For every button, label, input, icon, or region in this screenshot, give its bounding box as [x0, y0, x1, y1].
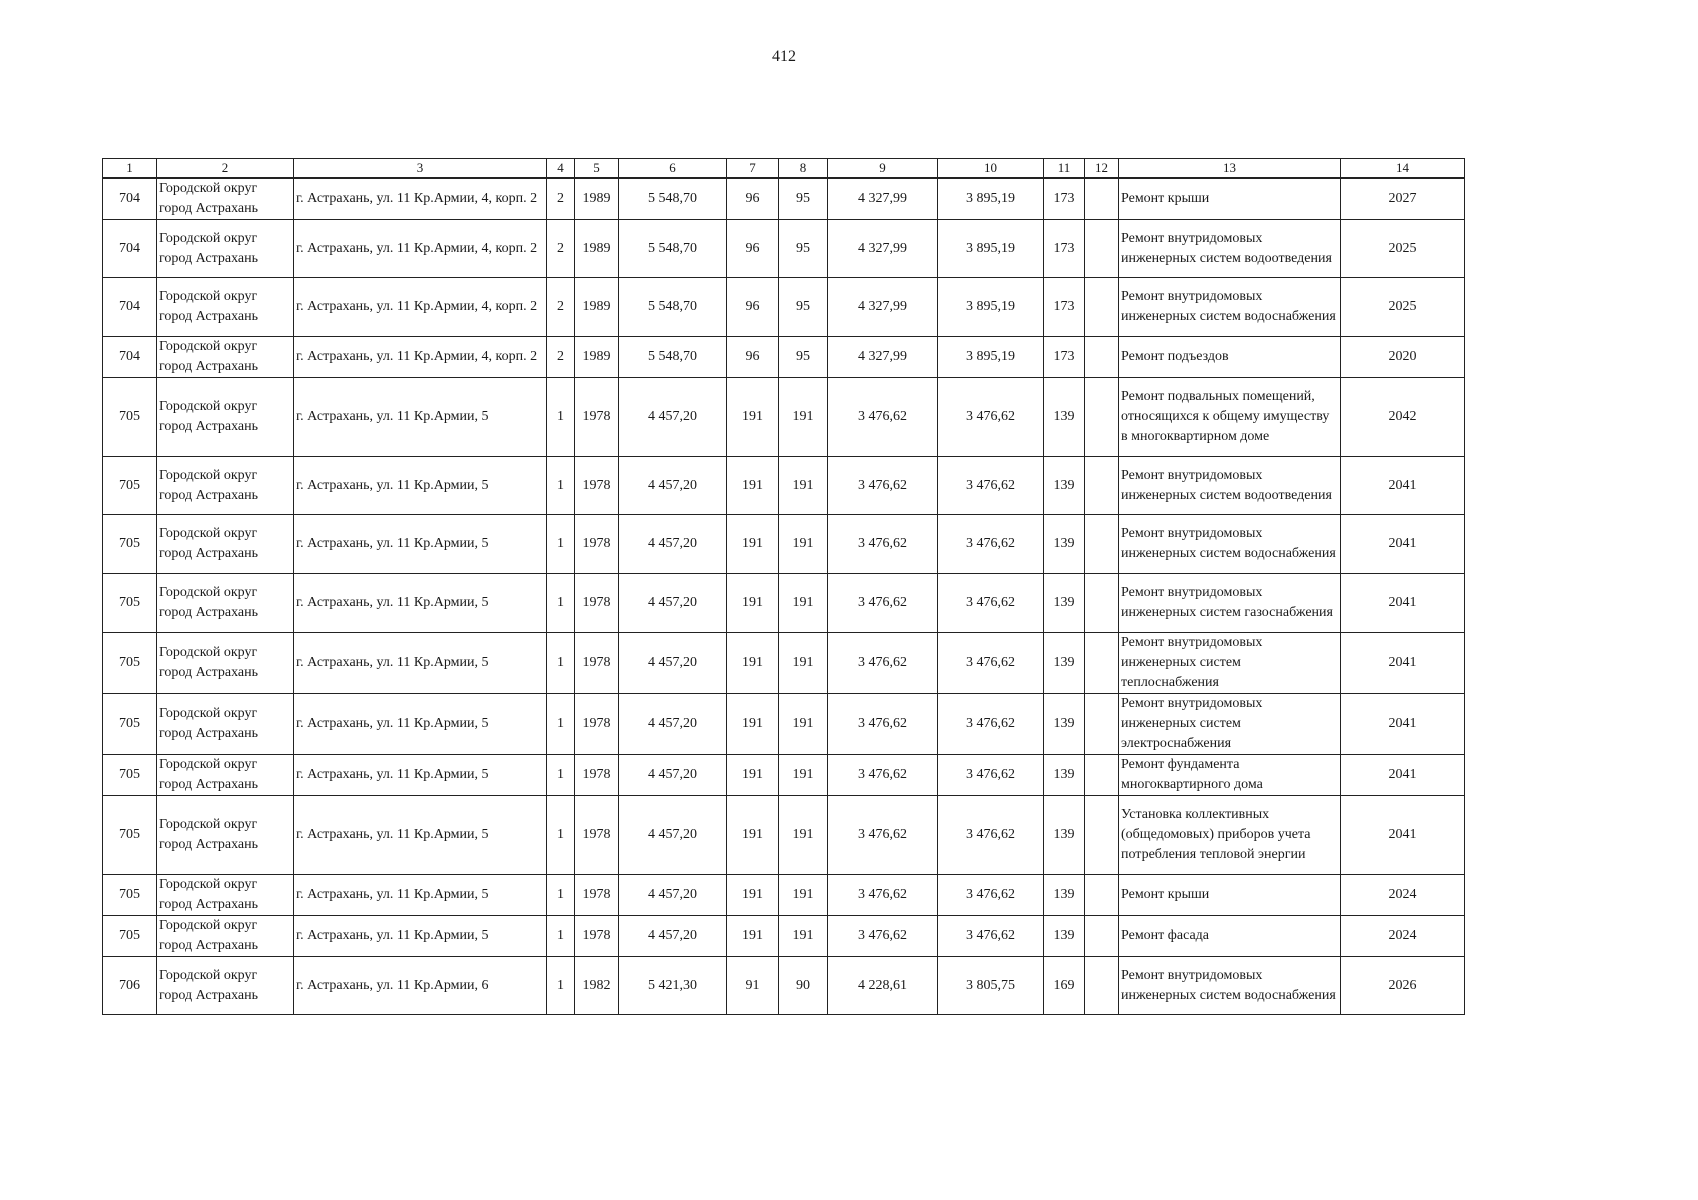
address-cell: г. Астрахань, ул. 11 Кр.Армии, 5: [294, 694, 547, 755]
col7-cell: 191: [727, 378, 779, 457]
col4-cell: 1: [547, 574, 575, 633]
column-header: 12: [1085, 159, 1119, 179]
work-type-cell: Ремонт внутридомовых инженерных систем водоснабжения: [1119, 957, 1341, 1015]
col7-cell: 91: [727, 957, 779, 1015]
col6-cell: 5 548,70: [619, 337, 727, 378]
col6-cell: 5 548,70: [619, 278, 727, 337]
work-type-cell: Ремонт крыши: [1119, 178, 1341, 220]
table-row: [103, 515, 1465, 574]
table-row: [103, 916, 1465, 957]
col9-cell: 4 327,99: [828, 278, 938, 337]
col12-cell: [1085, 515, 1119, 574]
col8-cell: 191: [779, 515, 828, 574]
col6-cell: 4 457,20: [619, 378, 727, 457]
col12-cell: [1085, 220, 1119, 278]
row-number-cell: 705: [103, 515, 157, 574]
address-cell: г. Астрахань, ул. 11 Кр.Армии, 5: [294, 796, 547, 875]
district-cell: Городской округ город Астрахань: [157, 875, 294, 916]
col8-cell: 191: [779, 755, 828, 796]
planned-year-cell: 2020: [1341, 337, 1465, 378]
col6-cell: 4 457,20: [619, 633, 727, 694]
column-header: 4: [547, 159, 575, 179]
year-cell: 1978: [575, 875, 619, 916]
address-cell: г. Астрахань, ул. 11 Кр.Армии, 5: [294, 633, 547, 694]
planned-year-cell: 2041: [1341, 796, 1465, 875]
col6-cell: 4 457,20: [619, 755, 727, 796]
year-cell: 1989: [575, 278, 619, 337]
col9-cell: 4 327,99: [828, 178, 938, 220]
row-number-cell: 704: [103, 278, 157, 337]
year-cell: 1978: [575, 457, 619, 515]
col6-cell: 4 457,20: [619, 457, 727, 515]
col4-cell: 1: [547, 796, 575, 875]
col10-cell: 3 476,62: [938, 755, 1044, 796]
col9-cell: 4 228,61: [828, 957, 938, 1015]
col11-cell: 139: [1044, 694, 1085, 755]
col6-cell: 4 457,20: [619, 916, 727, 957]
year-cell: 1978: [575, 633, 619, 694]
col10-cell: 3 476,62: [938, 875, 1044, 916]
row-number-cell: 704: [103, 220, 157, 278]
column-header: 10: [938, 159, 1044, 179]
year-cell: 1989: [575, 178, 619, 220]
col8-cell: 95: [779, 337, 828, 378]
year-cell: 1978: [575, 378, 619, 457]
col8-cell: 191: [779, 574, 828, 633]
col12-cell: [1085, 574, 1119, 633]
col11-cell: 173: [1044, 278, 1085, 337]
col4-cell: 1: [547, 694, 575, 755]
row-number-cell: 705: [103, 755, 157, 796]
col8-cell: 191: [779, 457, 828, 515]
planned-year-cell: 2041: [1341, 457, 1465, 515]
col11-cell: 139: [1044, 755, 1085, 796]
planned-year-cell: 2041: [1341, 755, 1465, 796]
row-number-cell: 704: [103, 178, 157, 220]
work-type-cell: Ремонт фундамента многоквартирного дома: [1119, 755, 1341, 796]
col9-cell: 3 476,62: [828, 378, 938, 457]
col8-cell: 191: [779, 694, 828, 755]
col9-cell: 3 476,62: [828, 457, 938, 515]
address-cell: г. Астрахань, ул. 11 Кр.Армии, 4, корп. 2: [294, 337, 547, 378]
column-header: 8: [779, 159, 828, 179]
col12-cell: [1085, 796, 1119, 875]
col4-cell: 2: [547, 337, 575, 378]
col9-cell: 3 476,62: [828, 515, 938, 574]
year-cell: 1978: [575, 515, 619, 574]
address-cell: г. Астрахань, ул. 11 Кр.Армии, 5: [294, 916, 547, 957]
work-type-cell: Ремонт внутридомовых инженерных систем водоотведения: [1119, 220, 1341, 278]
table-row: [103, 755, 1465, 796]
col4-cell: 1: [547, 916, 575, 957]
row-number-cell: 705: [103, 574, 157, 633]
district-cell: Городской округ город Астрахань: [157, 916, 294, 957]
col9-cell: 3 476,62: [828, 796, 938, 875]
col6-cell: 5 548,70: [619, 220, 727, 278]
work-type-cell: Ремонт внутридомовых инженерных систем теплоснабжения: [1119, 633, 1341, 694]
district-cell: Городской округ город Астрахань: [157, 457, 294, 515]
col8-cell: 191: [779, 916, 828, 957]
planned-year-cell: 2025: [1341, 278, 1465, 337]
work-type-cell: Ремонт внутридомовых инженерных систем водоснабжения: [1119, 515, 1341, 574]
col8-cell: 95: [779, 220, 828, 278]
table-row: [103, 378, 1465, 457]
year-cell: 1989: [575, 337, 619, 378]
col6-cell: 4 457,20: [619, 875, 727, 916]
capital-repair-table: [102, 158, 1465, 1015]
district-cell: Городской округ город Астрахань: [157, 796, 294, 875]
column-header: 9: [828, 159, 938, 179]
col9-cell: 3 476,62: [828, 755, 938, 796]
col11-cell: 139: [1044, 378, 1085, 457]
row-number-cell: 704: [103, 337, 157, 378]
column-number-row: [103, 159, 1465, 179]
address-cell: г. Астрахань, ул. 11 Кр.Армии, 5: [294, 378, 547, 457]
col12-cell: [1085, 875, 1119, 916]
col12-cell: [1085, 278, 1119, 337]
table-row: [103, 278, 1465, 337]
table-row: [103, 457, 1465, 515]
district-cell: Городской округ город Астрахань: [157, 755, 294, 796]
planned-year-cell: 2041: [1341, 633, 1465, 694]
column-header: 3: [294, 159, 547, 179]
col11-cell: 139: [1044, 796, 1085, 875]
col11-cell: 139: [1044, 875, 1085, 916]
col4-cell: 1: [547, 755, 575, 796]
col7-cell: 96: [727, 178, 779, 220]
year-cell: 1978: [575, 755, 619, 796]
table-body: [103, 178, 1465, 1015]
table-row: [103, 796, 1465, 875]
col12-cell: [1085, 916, 1119, 957]
work-type-cell: Ремонт подвальных помещений, относящихся к общему имуществу в многоквартирном доме: [1119, 378, 1341, 457]
row-number-cell: 705: [103, 694, 157, 755]
row-number-cell: 705: [103, 916, 157, 957]
district-cell: Городской округ город Астрахань: [157, 633, 294, 694]
col12-cell: [1085, 457, 1119, 515]
work-type-cell: Установка коллективных (общедомовых) приборов учета потребления тепловой энергии: [1119, 796, 1341, 875]
col9-cell: 3 476,62: [828, 574, 938, 633]
col7-cell: 191: [727, 796, 779, 875]
col8-cell: 191: [779, 875, 828, 916]
page-number: 412: [772, 48, 796, 65]
col12-cell: [1085, 957, 1119, 1015]
row-number-cell: 705: [103, 633, 157, 694]
year-cell: 1978: [575, 574, 619, 633]
col7-cell: 191: [727, 633, 779, 694]
col8-cell: 95: [779, 178, 828, 220]
col10-cell: 3 476,62: [938, 633, 1044, 694]
address-cell: г. Астрахань, ул. 11 Кр.Армии, 4, корп. 2: [294, 278, 547, 337]
year-cell: 1978: [575, 796, 619, 875]
col7-cell: 191: [727, 755, 779, 796]
col6-cell: 5 548,70: [619, 178, 727, 220]
col7-cell: 191: [727, 875, 779, 916]
col12-cell: [1085, 694, 1119, 755]
column-header: 1: [103, 159, 157, 179]
col6-cell: 4 457,20: [619, 574, 727, 633]
address-cell: г. Астрахань, ул. 11 Кр.Армии, 5: [294, 755, 547, 796]
address-cell: г. Астрахань, ул. 11 Кр.Армии, 5: [294, 515, 547, 574]
district-cell: Городской округ город Астрахань: [157, 278, 294, 337]
planned-year-cell: 2025: [1341, 220, 1465, 278]
district-cell: Городской округ город Астрахань: [157, 574, 294, 633]
col4-cell: 2: [547, 278, 575, 337]
col10-cell: 3 476,62: [938, 378, 1044, 457]
row-number-cell: 705: [103, 378, 157, 457]
col7-cell: 191: [727, 574, 779, 633]
col12-cell: [1085, 178, 1119, 220]
col4-cell: 1: [547, 457, 575, 515]
address-cell: г. Астрахань, ул. 11 Кр.Армии, 5: [294, 457, 547, 515]
year-cell: 1982: [575, 957, 619, 1015]
planned-year-cell: 2041: [1341, 515, 1465, 574]
col10-cell: 3 476,62: [938, 515, 1044, 574]
col6-cell: 4 457,20: [619, 515, 727, 574]
table-row: [103, 220, 1465, 278]
row-number-cell: 706: [103, 957, 157, 1015]
col11-cell: 169: [1044, 957, 1085, 1015]
address-cell: г. Астрахань, ул. 11 Кр.Армии, 4, корп. 2: [294, 178, 547, 220]
address-cell: г. Астрахань, ул. 11 Кр.Армии, 5: [294, 875, 547, 916]
table-row: [103, 574, 1465, 633]
col4-cell: 1: [547, 378, 575, 457]
district-cell: Городской округ город Астрахань: [157, 178, 294, 220]
col6-cell: 4 457,20: [619, 796, 727, 875]
col10-cell: 3 476,62: [938, 457, 1044, 515]
col11-cell: 139: [1044, 633, 1085, 694]
district-cell: Городской округ город Астрахань: [157, 220, 294, 278]
col9-cell: 3 476,62: [828, 694, 938, 755]
column-header: 5: [575, 159, 619, 179]
work-type-cell: Ремонт крыши: [1119, 875, 1341, 916]
work-type-cell: Ремонт внутридомовых инженерных систем электроснабжения: [1119, 694, 1341, 755]
col9-cell: 3 476,62: [828, 633, 938, 694]
col10-cell: 3 476,62: [938, 916, 1044, 957]
planned-year-cell: 2026: [1341, 957, 1465, 1015]
table-row: [103, 957, 1465, 1015]
address-cell: г. Астрахань, ул. 11 Кр.Армии, 6: [294, 957, 547, 1015]
col9-cell: 3 476,62: [828, 875, 938, 916]
row-number-cell: 705: [103, 457, 157, 515]
col11-cell: 139: [1044, 574, 1085, 633]
col7-cell: 191: [727, 694, 779, 755]
planned-year-cell: 2041: [1341, 574, 1465, 633]
col7-cell: 191: [727, 916, 779, 957]
col8-cell: 191: [779, 633, 828, 694]
col4-cell: 1: [547, 515, 575, 574]
table-row: [103, 337, 1465, 378]
work-type-cell: Ремонт внутридомовых инженерных систем водоснабжения: [1119, 278, 1341, 337]
col10-cell: 3 895,19: [938, 178, 1044, 220]
col7-cell: 96: [727, 337, 779, 378]
col10-cell: 3 805,75: [938, 957, 1044, 1015]
planned-year-cell: 2027: [1341, 178, 1465, 220]
col10-cell: 3 895,19: [938, 278, 1044, 337]
col11-cell: 173: [1044, 220, 1085, 278]
col10-cell: 3 476,62: [938, 574, 1044, 633]
district-cell: Городской округ город Астрахань: [157, 957, 294, 1015]
table-row: [103, 178, 1465, 220]
col4-cell: 2: [547, 220, 575, 278]
col8-cell: 191: [779, 796, 828, 875]
col4-cell: 2: [547, 178, 575, 220]
address-cell: г. Астрахань, ул. 11 Кр.Армии, 5: [294, 574, 547, 633]
planned-year-cell: 2041: [1341, 694, 1465, 755]
col12-cell: [1085, 755, 1119, 796]
year-cell: 1978: [575, 694, 619, 755]
work-type-cell: Ремонт внутридомовых инженерных систем газоснабжения: [1119, 574, 1341, 633]
col11-cell: 139: [1044, 457, 1085, 515]
column-header: 7: [727, 159, 779, 179]
col8-cell: 191: [779, 378, 828, 457]
planned-year-cell: 2024: [1341, 875, 1465, 916]
work-type-cell: Ремонт фасада: [1119, 916, 1341, 957]
col4-cell: 1: [547, 957, 575, 1015]
district-cell: Городской округ город Астрахань: [157, 515, 294, 574]
col7-cell: 96: [727, 220, 779, 278]
col6-cell: 4 457,20: [619, 694, 727, 755]
col12-cell: [1085, 378, 1119, 457]
table-row: [103, 875, 1465, 916]
col4-cell: 1: [547, 875, 575, 916]
table-row: [103, 694, 1465, 755]
district-cell: Городской округ город Астрахань: [157, 337, 294, 378]
year-cell: 1978: [575, 916, 619, 957]
column-header: 14: [1341, 159, 1465, 179]
col9-cell: 4 327,99: [828, 220, 938, 278]
row-number-cell: 705: [103, 796, 157, 875]
row-number-cell: 705: [103, 875, 157, 916]
col7-cell: 191: [727, 515, 779, 574]
col11-cell: 139: [1044, 515, 1085, 574]
col12-cell: [1085, 633, 1119, 694]
planned-year-cell: 2042: [1341, 378, 1465, 457]
col7-cell: 191: [727, 457, 779, 515]
col6-cell: 5 421,30: [619, 957, 727, 1015]
col11-cell: 173: [1044, 337, 1085, 378]
address-cell: г. Астрахань, ул. 11 Кр.Армии, 4, корп. 2: [294, 220, 547, 278]
col12-cell: [1085, 337, 1119, 378]
col10-cell: 3 895,19: [938, 220, 1044, 278]
col8-cell: 95: [779, 278, 828, 337]
col9-cell: 4 327,99: [828, 337, 938, 378]
column-header: 13: [1119, 159, 1341, 179]
col8-cell: 90: [779, 957, 828, 1015]
work-type-cell: Ремонт внутридомовых инженерных систем водоотведения: [1119, 457, 1341, 515]
col9-cell: 3 476,62: [828, 916, 938, 957]
table-row: [103, 633, 1465, 694]
col7-cell: 96: [727, 278, 779, 337]
work-type-cell: Ремонт подъездов: [1119, 337, 1341, 378]
col10-cell: 3 476,62: [938, 796, 1044, 875]
planned-year-cell: 2024: [1341, 916, 1465, 957]
district-cell: Городской округ город Астрахань: [157, 378, 294, 457]
column-header: 11: [1044, 159, 1085, 179]
col11-cell: 173: [1044, 178, 1085, 220]
district-cell: Городской округ город Астрахань: [157, 694, 294, 755]
col4-cell: 1: [547, 633, 575, 694]
col10-cell: 3 895,19: [938, 337, 1044, 378]
col10-cell: 3 476,62: [938, 694, 1044, 755]
column-header: 2: [157, 159, 294, 179]
year-cell: 1989: [575, 220, 619, 278]
column-header: 6: [619, 159, 727, 179]
col11-cell: 139: [1044, 916, 1085, 957]
